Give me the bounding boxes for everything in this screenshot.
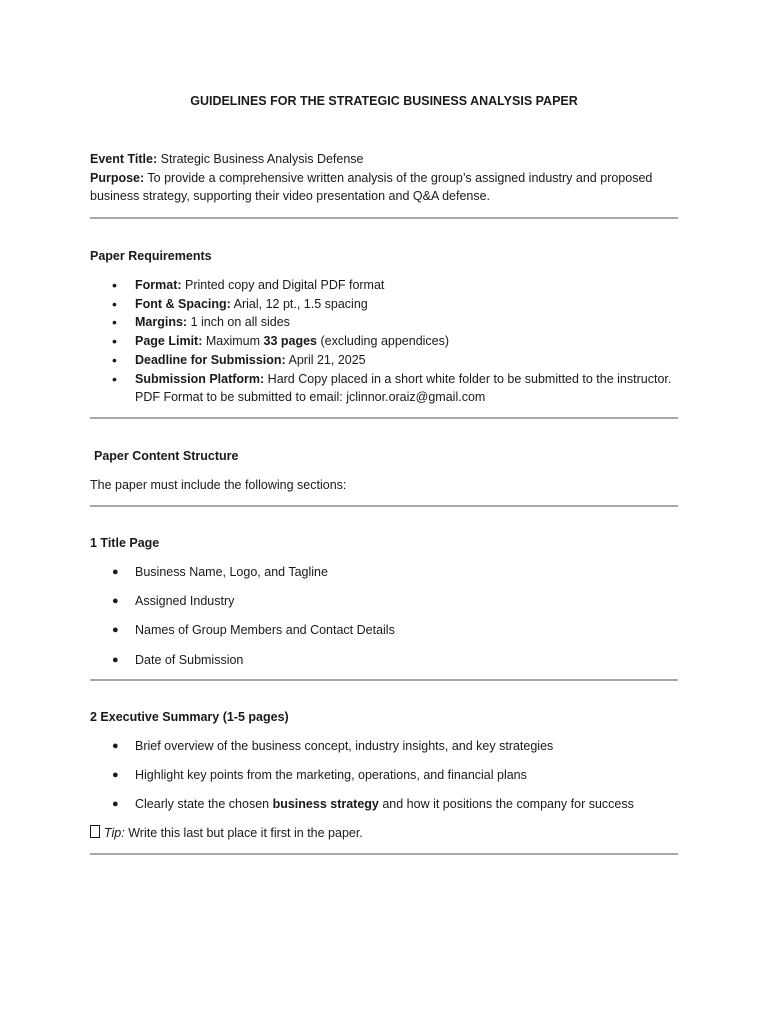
list-item-text: Assigned Industry [135,594,235,609]
deadline-label: Deadline for Submission: [135,352,286,367]
executive-summary-heading: 2 Executive Summary (1-5 pages) [90,710,289,724]
list-item [90,795,682,824]
list-item [90,332,682,351]
tip-text: Write this last but place it first in the paper. [124,826,363,840]
bullet-icon: • [112,370,117,387]
divider [90,505,678,507]
purpose-label: Purpose: [90,170,145,185]
divider [90,417,678,419]
requirements-list [90,276,682,407]
page-limit-note: (excluding appendices) [317,334,450,349]
list-item-text: Highlight key points from the marketing, operations, and financial plans [135,768,527,783]
list-item [90,563,682,592]
font-spacing-value: Arial, 12 pt., 1.5 spacing [230,296,368,311]
event-title-value: Strategic Business Analysis Defense [157,152,364,166]
list-item-text: Business Name, Logo, and Tagline [135,565,328,579]
tip-line [90,824,682,843]
bullet-icon: • [112,351,117,368]
page-limit-count: 33 pages [263,334,318,349]
platform-label: Submission Platform: [135,371,265,386]
list-item [90,370,682,407]
bullet-icon: • [112,333,117,350]
list-item [90,651,682,680]
list-item [90,592,682,621]
title-page-list [90,563,682,680]
bullet-icon: ● [112,566,119,578]
list-item-text: Names of Group Members and Contact Details [135,623,395,638]
list-item [90,276,682,295]
structure-intro: The paper must include the following sections: [90,478,347,492]
list-item-text: Brief overview of the business concept, industry insights, and key strategies [135,739,554,753]
platform-value: Hard Copy placed in a short white folder to be submitted to the instructor. PDF Format to be submitted to email: jclinnor.oraiz@gmail.com [135,371,672,405]
event-title-label: Event Title: [90,152,158,166]
bullet-icon: ● [112,798,119,811]
page-limit-text: Maximum [202,334,264,349]
purpose-value: To provide a comprehensive written analysis of the group’s assigned industry and proposed business strategy, supporting their video presentation and Q&A defense. [90,170,653,204]
bullet-icon: ● [112,769,119,782]
list-item [90,766,682,795]
requirements-heading: Paper Requirements [90,249,212,263]
bullet-icon: ● [112,595,119,608]
format-label: Format: [135,278,182,292]
margins-label: Margins: [135,315,188,330]
divider [90,217,678,219]
page-limit-label: Page Limit: [135,334,203,349]
bullet-icon: • [112,277,117,293]
title-page-heading: 1 Title Page [90,536,160,550]
list-item [90,295,682,314]
margins-value: 1 inch on all sides [187,315,290,330]
bullet-icon: • [112,314,117,331]
format-value: Printed copy and Digital PDF format [181,278,385,292]
deadline-value: April 21, 2025 [285,352,366,367]
bullet-icon: ● [112,624,119,637]
list-item-text: and how it positions the company for success [378,797,634,812]
list-item-text: Clearly state the chosen [135,797,273,812]
purpose-line [90,169,682,206]
document-title: GUIDELINES FOR THE STRATEGIC BUSINESS ANALYSIS PAPER [190,94,578,108]
divider [90,853,678,855]
list-item [90,351,682,370]
tip-icon [90,825,100,838]
tip-label: Tip: [104,826,125,840]
list-item [90,737,682,766]
font-spacing-label: Font & Spacing: [135,296,231,311]
divider [90,679,678,681]
intro-block [90,150,682,206]
business-strategy-emphasis: business strategy [272,797,379,812]
list-item [90,313,682,332]
bullet-icon: • [112,295,117,312]
bullet-icon: ● [112,653,119,666]
list-item [90,621,682,650]
list-item-text: Date of Submission [135,652,244,667]
event-title-line [90,150,682,169]
structure-heading: Paper Content Structure [94,449,239,463]
bullet-icon: ● [112,740,119,752]
executive-summary-list [90,737,682,825]
